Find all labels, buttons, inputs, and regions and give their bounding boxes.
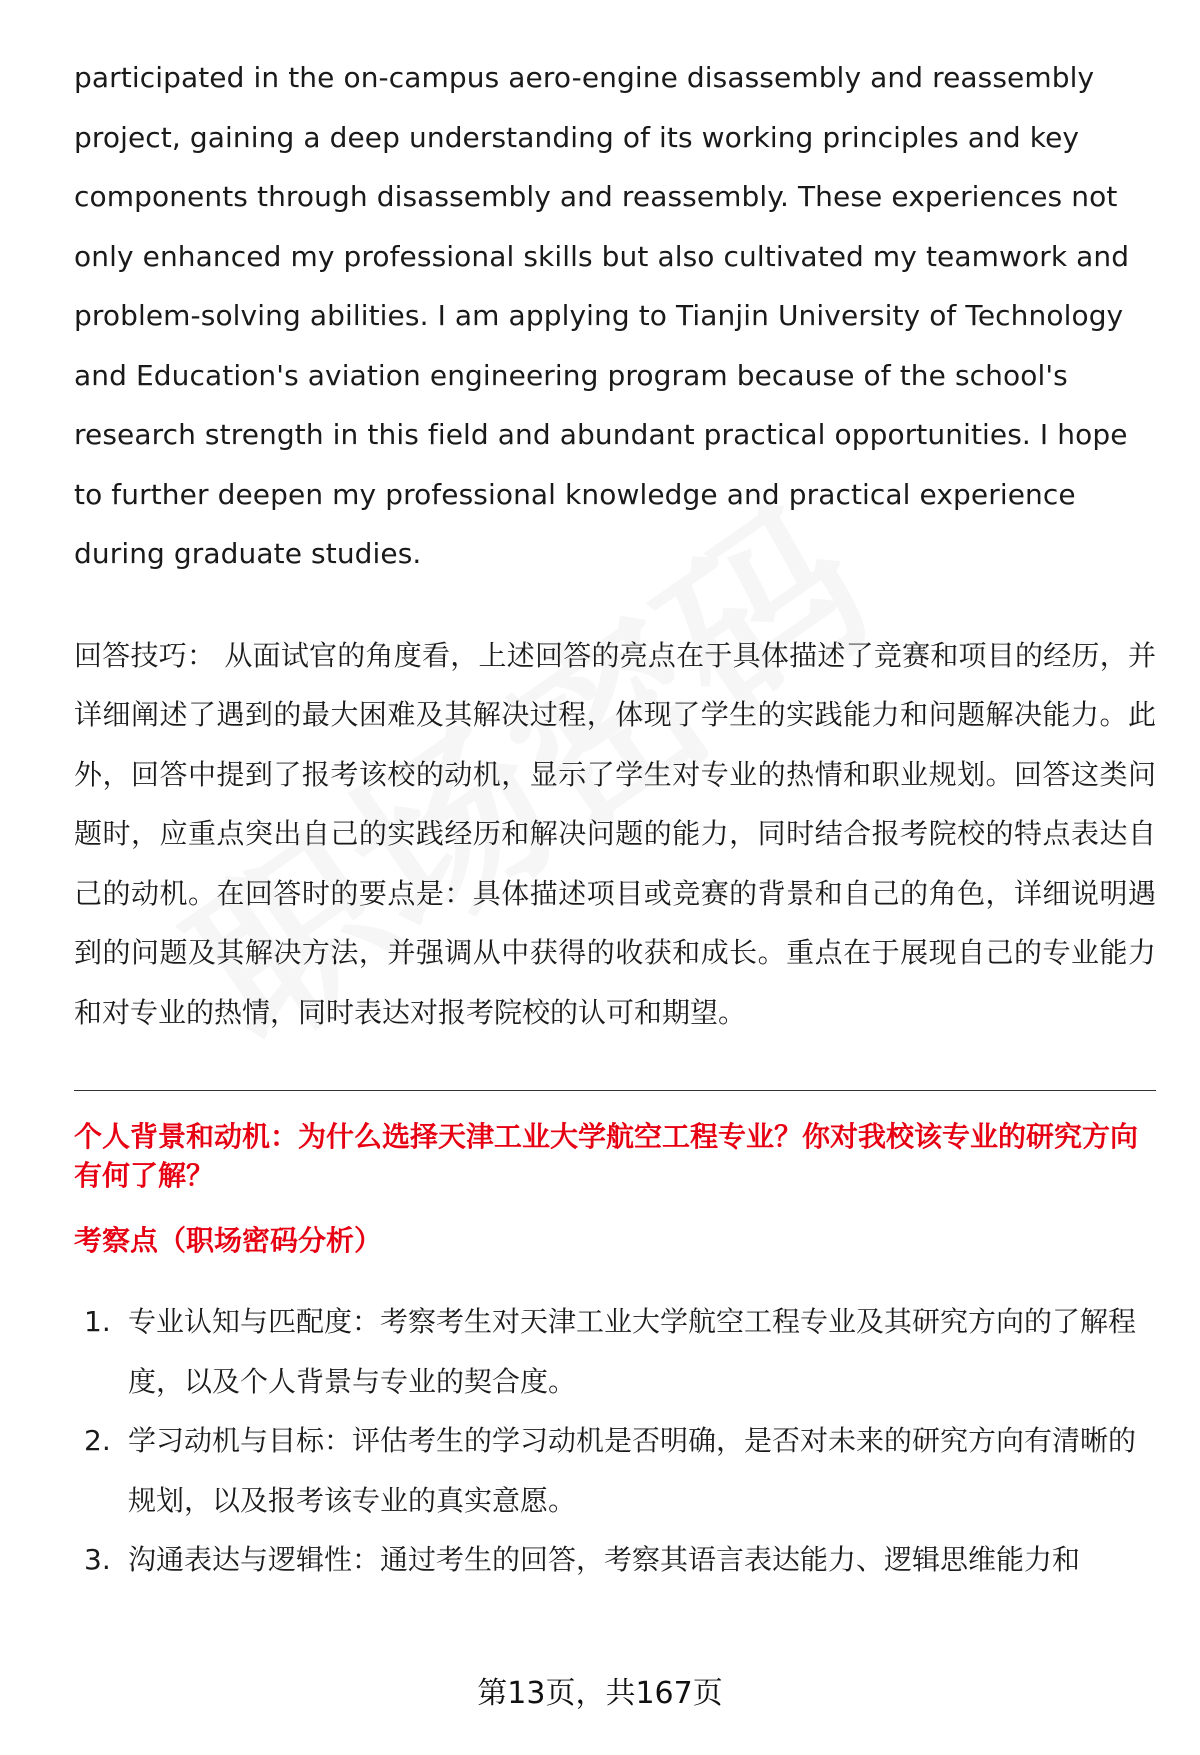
list-item-text: 专业认知与匹配度：考察考生对天津工业大学航空工程专业及其研究方向的了解程度，以及个人背景与专业的契合度。 bbox=[128, 1305, 1137, 1398]
list-item bbox=[74, 1411, 1156, 1530]
answer-tips-paragraph: 回答技巧： 从面试官的角度看，上述回答的亮点在于具体描述了竞赛和项目的经历，并详细阐述了遇到的最大困难及其解决过程，体现了学生的实践能力和问题解决能力。此外，回答中提到了报考该校的动机，显示了学生对专业的热情和职业规划。回答这类问题时，应重点突出自己的实践经历和解决问题的能力，同时结合报考院校的特点表达自己的动机。在回答时的要点是：具体描述项目或竞赛的背景和自己的角色，详细说明遇到的问题及其解决方法，并强调从中获得的收获和成长。重点在于展现自己的专业能力和对专业的热情，同时表达对报考院校的认可和期望。 bbox=[74, 638, 1156, 1029]
list-item-text: 学习动机与目标：评估考生的学习动机是否明确，是否对未来的研究方向有清晰的规划，以及报考该专业的真实意愿。 bbox=[128, 1424, 1137, 1517]
list-item-number: 1. bbox=[84, 1305, 111, 1338]
intro-paragraph: participated in the on-campus aero-engine disassembly and reassembly project, gaining a deep understanding of its working principles and key components through disassembly and reassembly. These experiences not only enhanced my professional skills but also cultivated my teamwork and problem-solving abilities. I am applying to Tianjin University of Technology and Education's aviation engineering program because of the school's research strength in this field and abundant practical opportunities. I hope to further deepen my professional knowledge and practical experience during graduate studies. bbox=[74, 61, 1130, 570]
list-item bbox=[74, 1530, 1156, 1590]
list-item bbox=[74, 1292, 1156, 1411]
page-number-footer: 第13页，共167页 bbox=[477, 1676, 723, 1711]
question-heading: 个人背景和动机：为什么选择天津工业大学航空工程专业？你对我校该专业的研究方向有何了解？ bbox=[74, 1120, 1139, 1192]
document-page bbox=[74, 48, 1156, 1590]
list-item-number: 2. bbox=[84, 1424, 111, 1457]
list-item-text: 沟通表达与逻辑性：通过考生的回答，考察其语言表达能力、逻辑思维能力和 bbox=[128, 1543, 1081, 1576]
assessment-list bbox=[74, 1292, 1156, 1590]
section-divider bbox=[74, 1090, 1156, 1091]
list-item-number: 3. bbox=[84, 1543, 111, 1576]
assessment-heading: 考察点（职场密码分析） bbox=[74, 1224, 383, 1257]
